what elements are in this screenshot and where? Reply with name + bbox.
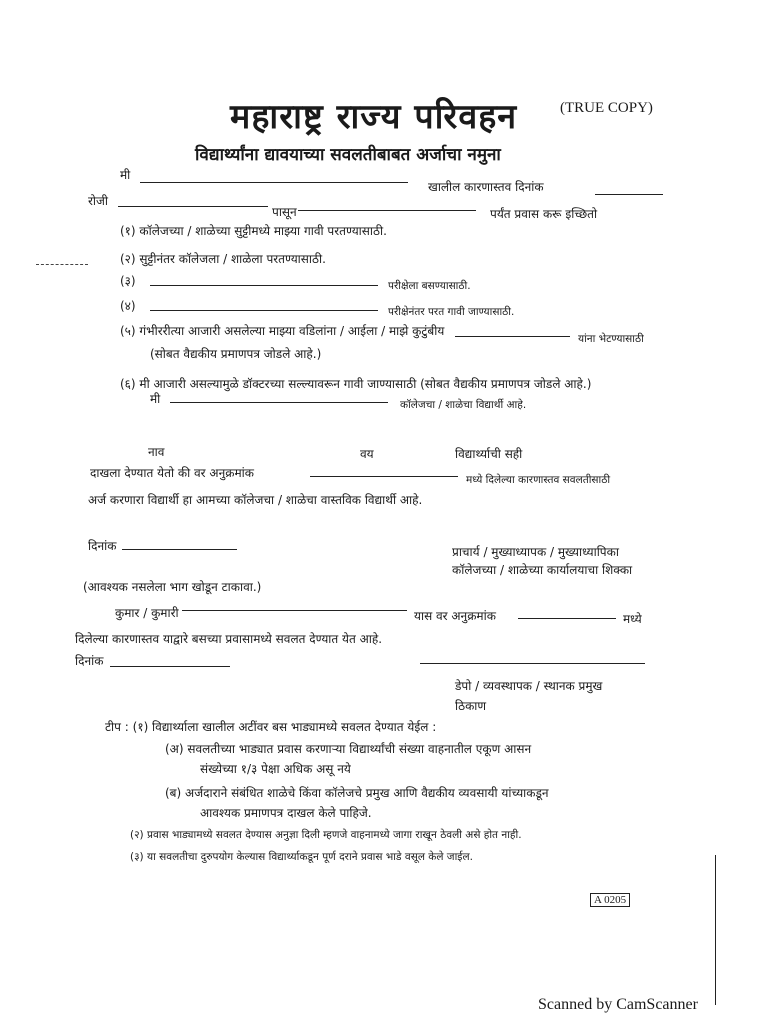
reason-3-number: (३)	[120, 274, 136, 288]
student-sign-label: विद्यार्थ्याची सही	[455, 447, 523, 461]
principal-role-label: प्राचार्य / मुख्याध्यापक / मुख्याध्यापिका	[452, 545, 619, 559]
reason-5: (५) गंभीररीत्या आजारी असलेल्या माझ्या वडिलांना / आईला / माझे कुटुंबीय	[120, 324, 445, 338]
page-title: महाराष्ट्र राज्य परिवहन	[230, 97, 518, 137]
college-name-line[interactable]	[170, 402, 388, 403]
reason-6: (६) मी आजारी असल्यामुळे डॉक्टरच्या सल्ल्यावरून गावी जाण्यासाठी (सोबत वैद्यकीय प्रमाणपत्र जोडले आहे.)	[120, 377, 592, 391]
principal-date-label: दिनांक	[88, 539, 117, 553]
principal-date-line[interactable]	[122, 549, 237, 550]
manager-sign-line[interactable]	[420, 663, 645, 664]
reason-5-tail: यांना भेटण्यासाठी	[578, 333, 644, 345]
name-field-line[interactable]	[140, 182, 408, 183]
scanner-watermark: Scanned by CamScanner	[538, 996, 698, 1013]
pasun-label: पासून	[272, 205, 297, 219]
reason-3-line[interactable]	[150, 285, 378, 286]
depot-date-line[interactable]	[110, 666, 230, 667]
form-code-stamp: A 0205	[590, 893, 630, 907]
certify-line-1b: मध्ये दिलेल्या कारणास्तव सवलतीसाठी	[466, 474, 611, 486]
manager-label: डेपो / व्यवस्थापक / स्थानक प्रमुख	[455, 679, 603, 693]
note-2: (२) प्रवास भाड्यामध्ये सवलत देण्यास अनुज्ञा दिली म्हणजे वाहनामध्ये जागा राखून ठेवली असे होत नाही.	[130, 829, 522, 841]
reason-4-number: (४)	[120, 299, 136, 313]
age-label: वय	[360, 447, 374, 461]
reason-3-text: परीक्षेला बसण्यासाठी.	[388, 280, 471, 292]
reason-5-line[interactable]	[455, 336, 570, 337]
roji-label: रोजी	[88, 194, 109, 208]
note-1-a-line-1: (अ) सवलतीच्या भाड्यात प्रवास करणाऱ्या विद्यार्थ्यांची संख्या वाहनातील एकूण आसन	[165, 742, 532, 756]
scan-edge-line	[715, 855, 716, 1005]
reason-date-label: खालील कारणास्तव दिनांक	[428, 180, 544, 194]
student-of-label: कॉलेजचा / शाळेचा विद्यार्थी आहे.	[400, 399, 527, 411]
reason-4-line[interactable]	[150, 310, 378, 311]
reason-1: (१) कॉलेजच्या / शाळेच्या सुट्टीमध्ये माझ्या गावी परतण्यासाठी.	[120, 224, 387, 238]
travel-wish-label: पर्यंत प्रवास करू इच्छितो	[490, 207, 598, 221]
strike-note: (आवश्यक नसलेला भाग खोडून टाकावा.)	[83, 580, 262, 594]
destination-field-line[interactable]	[298, 210, 476, 211]
certify-line-1a: दाखला देण्यात येतो की वर अनुक्रमांक	[90, 466, 254, 480]
mi-2-label: मी	[150, 392, 161, 406]
mi-label: मी	[120, 168, 131, 182]
note-1-a-line-2: संख्येच्या १/३ पेक्षा अधिक असू नये	[200, 762, 351, 776]
depot-serial-line[interactable]	[518, 618, 616, 619]
place-label: ठिकाण	[455, 699, 487, 713]
note-3: (३) या सवलतीचा दुरुपयोग केल्यास विद्यार्थ्याकडून पूर्ण दराने प्रवास भाडे वसूल केले जाईल.	[130, 851, 473, 863]
note-1-b-line-2: आवश्यक प्रमाणपत्र दाखल केले पाहिजे.	[200, 806, 372, 820]
date-field-line[interactable]	[595, 194, 663, 195]
certify-line-2: अर्ज करणारा विद्यार्थी हा आमच्या कॉलेजचा / शाळेचा वास्तविक विद्यार्थी आहे.	[88, 493, 423, 507]
reason-4-text: परीक्षेनंतर परत गावी जाण्यासाठी.	[388, 306, 515, 318]
margin-mark	[36, 264, 88, 265]
office-stamp-label: कॉलेजच्या / शाळेच्या कार्यालयाचा शिक्का	[452, 563, 633, 577]
serial-label: यास वर अनुक्रमांक	[414, 609, 496, 623]
roji-field-line[interactable]	[118, 206, 268, 207]
student-name-line[interactable]	[182, 610, 407, 611]
depot-line-2: दिलेल्या कारणास्तव याद्वारे बसच्या प्रवासामध्ये सवलत देण्यात येत आहे.	[75, 632, 383, 646]
true-copy-label: (TRUE COPY)	[560, 100, 653, 116]
madhye-label: मध्ये	[623, 612, 642, 626]
note-1: टीप : (१) विद्यार्थ्याला खालील अटींवर बस भाड्यामध्ये सवलत देण्यात येईल :	[105, 720, 437, 734]
serial-number-line[interactable]	[310, 476, 458, 477]
reason-5-note: (सोबत वैद्यकीय प्रमाणपत्र जोडले आहे.)	[150, 347, 322, 361]
note-1-b-line-1: (ब) अर्जदाराने संबंधित शाळेचे किंवा कॉलेजचे प्रमुख आणि वैद्यकीय व्यवसायी यांच्याकडून	[165, 786, 549, 800]
kumar-label: कुमार / कुमारी	[115, 606, 179, 620]
reason-2: (२) सुट्टीनंतर कॉलेजला / शाळेला परतण्यासाठी.	[120, 252, 326, 266]
depot-date-label: दिनांक	[75, 654, 104, 668]
form-subtitle: विद्यार्थ्यांना द्यावयाच्या सवलतीबाबत अर्जाचा नमुना	[195, 145, 501, 165]
name-label: नाव	[148, 445, 165, 459]
